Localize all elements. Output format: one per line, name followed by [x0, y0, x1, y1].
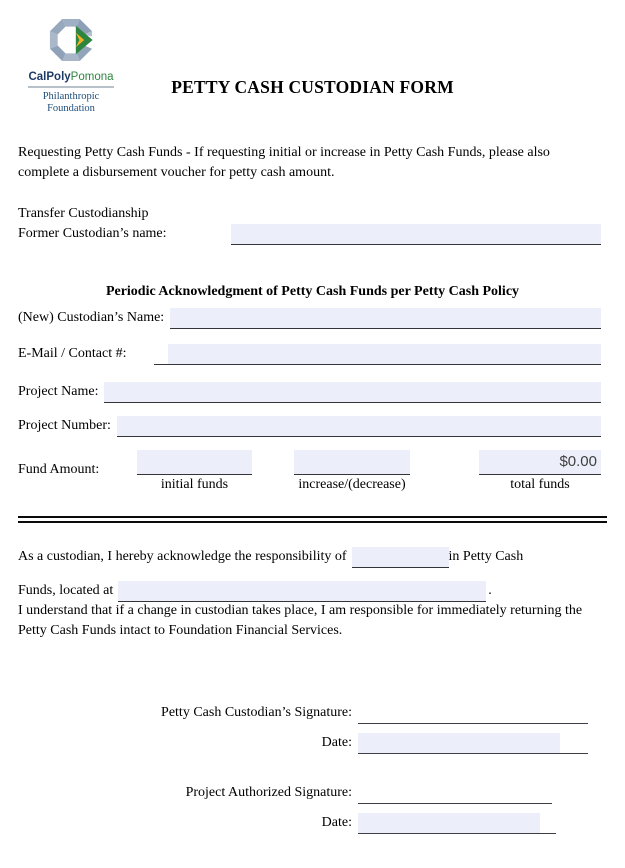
initial-funds-group: [137, 450, 252, 493]
change-of-custodian-note: I understand that if a change in custodian takes place, I am responsible for immediately returning the Petty Cash Funds intact to Foundation Financial Services.: [18, 603, 583, 638]
custodian-date-input-fill: [358, 733, 560, 753]
responsibility-amount-input-fill: [352, 547, 449, 567]
email-contact-row: [18, 344, 601, 365]
new-custodian-label: (New) Custodian’s Name:: [18, 310, 165, 325]
new-custodian-input[interactable]: [170, 308, 601, 329]
project-number-label: Project Number:: [18, 418, 111, 433]
project-name-input-fill: [104, 382, 601, 402]
project-signature-label: Project Authorized Signature:: [185, 785, 352, 800]
custodian-signature-row: [18, 700, 588, 724]
total-funds-group: [479, 450, 601, 493]
project-number-row: [18, 416, 601, 437]
increase-decrease-input-fill: [294, 450, 410, 474]
location-input[interactable]: [118, 581, 486, 602]
custodian-signature-label: Petty Cash Custodian’s Signature:: [161, 705, 352, 720]
initial-funds-input[interactable]: [137, 450, 252, 475]
former-custodian-input[interactable]: [231, 224, 601, 245]
section-divider: [18, 516, 607, 523]
project-date-input-fill: [358, 813, 540, 833]
former-custodian-label: Former Custodian’s name:: [18, 226, 167, 241]
periodic-acknowledgment-heading: Periodic Acknowledgment of Petty Cash Funds per Petty Cash Policy: [105, 284, 520, 299]
calpoly-logo: [24, 10, 118, 115]
increase-decrease-input[interactable]: [294, 450, 410, 475]
acknowledgment-line-2: [18, 575, 603, 602]
ack-line1-after: in Petty Cash: [448, 549, 524, 564]
fund-amount-label: Fund Amount:: [18, 462, 100, 477]
total-funds-input[interactable]: [479, 450, 601, 475]
project-number-input[interactable]: [117, 416, 601, 437]
project-date-row: [18, 810, 556, 834]
page-title: PETTY CASH CUSTODIAN FORM: [171, 77, 454, 97]
responsibility-amount-input[interactable]: [352, 547, 449, 568]
brand-calpoly: CalPoly: [28, 71, 71, 83]
project-date-label: Date:: [321, 815, 352, 830]
project-name-label: Project Name:: [18, 384, 99, 399]
project-name-row: [18, 382, 601, 403]
ack-line2-before: Funds, located at: [18, 583, 114, 598]
initial-funds-caption: initial funds: [160, 477, 229, 492]
location-input-fill: [118, 581, 486, 601]
intro-paragraph: Requesting Petty Cash Funds - If requesting initial or increase in Petty Cash Funds, please also complete a disbursement voucher for petty cash amount.: [18, 145, 550, 180]
custodian-signature-input[interactable]: [358, 700, 588, 724]
former-custodian-row: [18, 224, 601, 245]
increase-decrease-caption: increase/(decrease): [298, 477, 406, 492]
initial-funds-input-fill: [137, 450, 252, 474]
ack-line1-before: As a custodian, I hereby acknowledge the responsibility of: [18, 549, 347, 564]
new-custodian-row: [18, 308, 601, 329]
transfer-custodianship-heading: Transfer Custodianship: [18, 206, 149, 221]
org-line2: Foundation: [47, 103, 95, 114]
project-name-input[interactable]: [104, 382, 601, 403]
acknowledgment-line-1: [18, 541, 603, 568]
total-funds-caption: total funds: [510, 477, 570, 492]
custodian-date-input[interactable]: [358, 730, 588, 754]
fund-amount-row: [18, 450, 601, 506]
new-custodian-input-fill: [170, 308, 601, 328]
project-signature-input[interactable]: [358, 780, 552, 804]
increase-decrease-group: [294, 450, 410, 493]
brand-pomona: Pomona: [70, 71, 114, 83]
email-contact-input[interactable]: [154, 344, 601, 365]
former-custodian-input-fill: [231, 224, 601, 244]
project-number-input-fill: [117, 416, 601, 436]
project-date-input[interactable]: [358, 810, 556, 834]
email-contact-input-fill: [168, 344, 601, 364]
custodian-date-row: [18, 730, 588, 754]
email-contact-label: E-Mail / Contact #:: [18, 346, 127, 361]
octagon-arrow-logo-icon: [41, 10, 101, 70]
ack-line2-after: .: [488, 583, 492, 598]
total-funds-input-fill: [479, 450, 601, 474]
custodian-date-label: Date:: [321, 735, 352, 750]
org-line1: Philanthropic: [42, 91, 100, 102]
total-funds-value: $0.00: [559, 453, 597, 470]
project-signature-row: [18, 780, 552, 804]
acknowledgment-paragraph: [18, 541, 603, 609]
